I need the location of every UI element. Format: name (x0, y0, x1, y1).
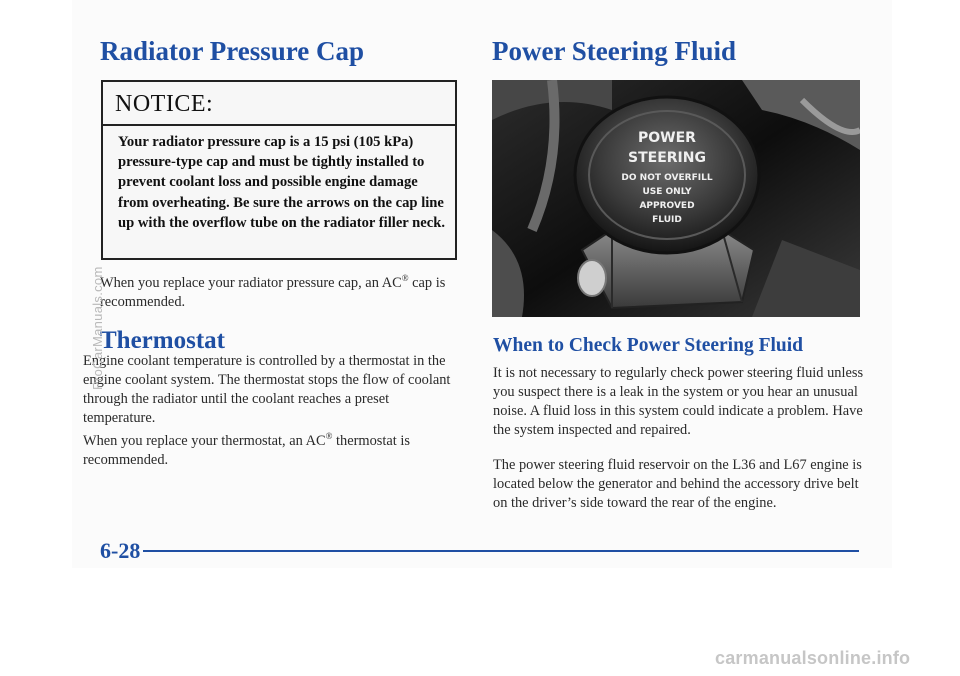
cap-lettering-line: FLUID (652, 215, 682, 225)
notice-label: NOTICE: (115, 91, 214, 117)
power-steering-paragraph-2: The power steering fluid reservoir on the L36 and L67 engine is located below the generator and behind the accessory drive belt on the driver’s side toward the rear of the engine. (493, 457, 862, 511)
notice-box (101, 80, 457, 260)
cap-photo-illustration (492, 80, 860, 317)
registered-mark: ® (401, 273, 409, 284)
footer-rule (143, 550, 859, 552)
section-title-radiator-pressure-cap: Radiator Pressure Cap (100, 36, 365, 66)
replace-cap-text-before: When you replace your radiator pressure cap, an AC (100, 275, 402, 291)
section-title-power-steering-fluid: Power Steering Fluid (492, 36, 736, 66)
side-watermark-text: ProCarManuals.com (90, 266, 105, 390)
power-steering-paragraph-1: It is not necessary to regularly check power steering fluid unless you suspect there is a leak in the system or you hear an unusual noise. A fluid loss in this system could indicate a problem. Have the system inspected and repaired. (493, 365, 864, 438)
side-watermark (90, 160, 110, 390)
cap-arrow-marker (578, 260, 606, 296)
replace-cap-text-after: cap is recommended. (100, 275, 446, 310)
cap-lettering-line: POWER (638, 130, 696, 146)
cap-lettering-line: APPROVED (639, 201, 695, 211)
cap-lettering-line: STEERING (628, 150, 706, 166)
page-number: 6-28 (100, 538, 141, 563)
registered-mark: ® (325, 431, 333, 442)
thermostat-text-before: When you replace your thermostat, an AC (83, 433, 326, 449)
section-title-thermostat: Thermostat (100, 327, 225, 354)
replace-cap-paragraph (100, 274, 460, 312)
subsection-title-when-to-check: When to Check Power Steering Fluid (493, 335, 804, 356)
notice-text: Your radiator pressure cap is a 15 psi (105 kPa) pressure-type cap and must be tightly installed to prevent coolant loss and possible engine damage from overheating. Be sure the arrows on the cap line up with the overflow tube on the radiator filler neck. (118, 134, 445, 231)
bottom-watermark: carmanualsonline.info (715, 648, 911, 668)
cap-lettering-line: USE ONLY (642, 187, 692, 197)
notice-header (103, 82, 455, 126)
thermostat-paragraph-2 (83, 432, 463, 470)
cap-lettering-line: DO NOT OVERFILL (621, 173, 713, 183)
thermostat-paragraph-1: Engine coolant temperature is controlled by a thermostat in the engine coolant system. The thermostat stops the flow of coolant through the radiator until the coolant reaches a preset temperature. (83, 353, 451, 426)
power-steering-cap-photo (492, 80, 860, 317)
thermostat-text-after: thermostat is recommended. (83, 433, 410, 468)
